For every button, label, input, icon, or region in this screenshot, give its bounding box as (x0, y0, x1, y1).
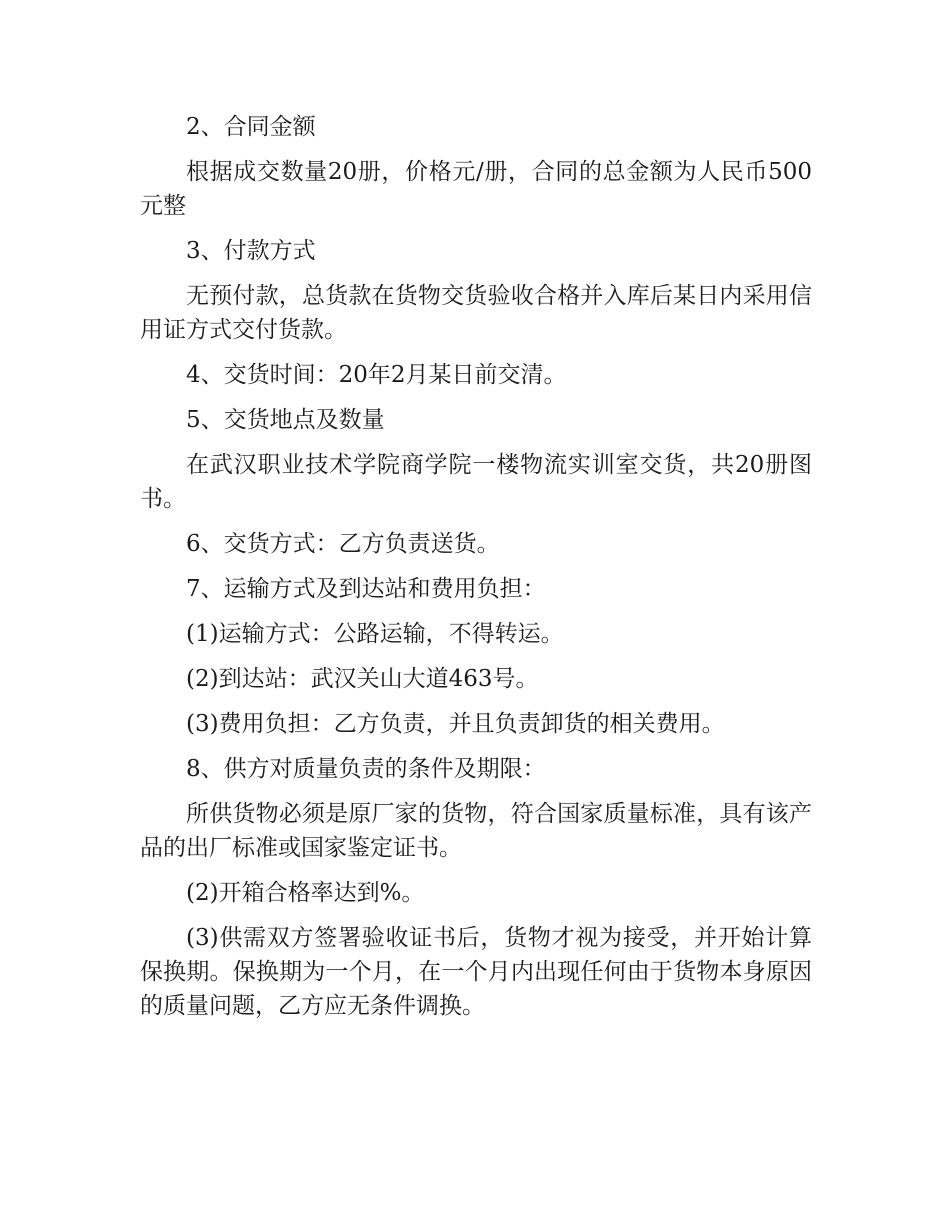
item-delivery-method: 6、交货方式：乙方负责送货。 (186, 531, 500, 557)
document-body (140, 110, 812, 1034)
paragraph-quality-terms: 所供货物必须是原厂家的货物，符合国家质量标准，具有该产品的出厂标准或国家鉴定证书。 (140, 801, 812, 861)
heading-quality-terms: 8、供方对质量负责的条件及期限： (186, 756, 546, 782)
heading-delivery-location: 5、交货地点及数量 (186, 407, 385, 433)
paragraph-contract-amount: 根据成交数量20册，价格元/册，合同的总金额为人民币500元整 (140, 159, 812, 219)
item-delivery-time: 4、交货时间：20年2月某日前交清。 (186, 362, 567, 388)
paragraph-delivery-location: 在武汉职业技术学院商学院一楼物流实训室交货，共20册图书。 (140, 452, 812, 512)
heading-contract-amount: 2、合同金额 (186, 114, 316, 140)
item-arrival-station: (2)到达站：武汉关山大道463号。 (186, 666, 539, 692)
item-warranty: (3)供需双方签署验收证书后，货物才视为接受，并开始计算保换期。保换期为一个月，在一个月内出现任何由于货物本身原因的质量问题，乙方应无条件调换。 (140, 925, 812, 1019)
item-transport-method: (1)运输方式：公路运输，不得转运。 (186, 621, 564, 647)
item-cost-burden: (3)费用负担：乙方负责，并且负责卸货的相关费用。 (186, 711, 725, 737)
heading-payment-method: 3、付款方式 (186, 238, 316, 264)
item-pass-rate: (2)开箱合格率达到%。 (186, 880, 425, 906)
heading-transport: 7、运输方式及到达站和费用负担： (186, 576, 546, 602)
paragraph-payment-method: 无预付款，总货款在货物交货验收合格并入库后某日内采用信用证方式交付货款。 (140, 283, 812, 343)
